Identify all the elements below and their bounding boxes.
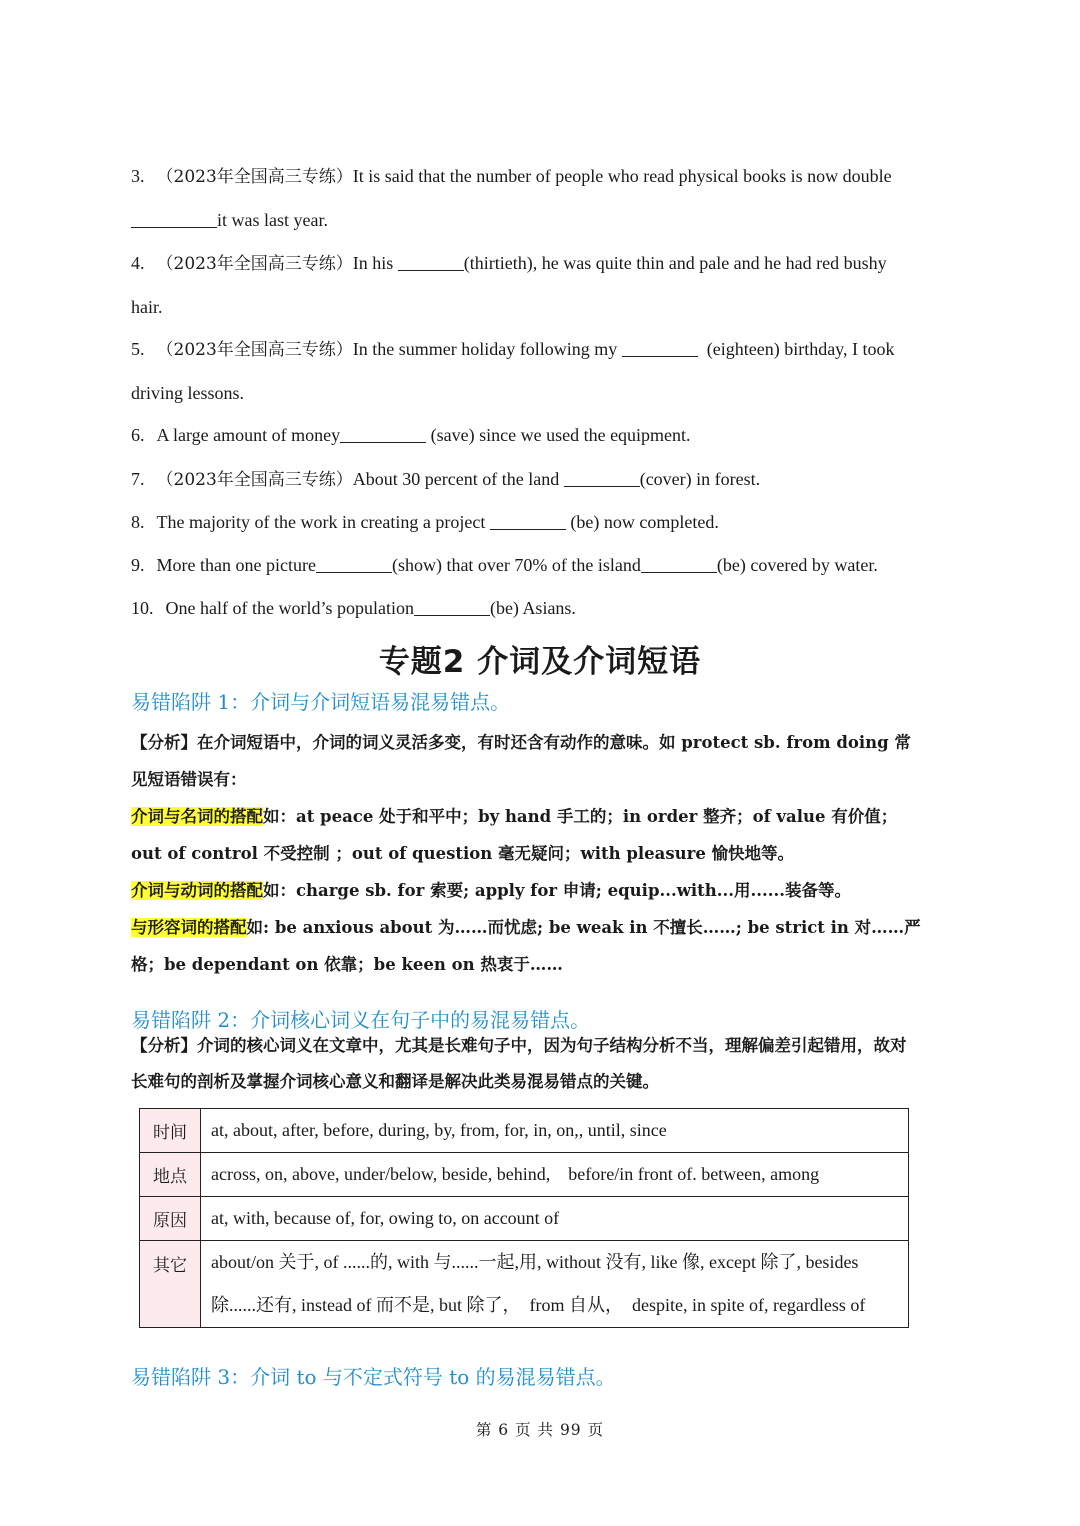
table-category: 原因 [140, 1197, 201, 1241]
exercise-text: (eighteen) birthday, I took driving lessons. [131, 339, 900, 403]
exercise-text: The majority of the work in creating a project [156, 512, 490, 532]
exercise-number: 10. [131, 598, 154, 618]
exercise-number: 8. [131, 512, 145, 532]
exercise-number: 7. [131, 469, 145, 489]
exercise-text: (show) that over 70% of the island [391, 555, 641, 575]
answer-blank [340, 424, 426, 443]
trap1-body [131, 724, 921, 983]
exercise-source: （2023年全国高三专练） [156, 340, 353, 360]
exercise-number: 4. [131, 253, 145, 273]
table-content: about/on 关于, of ......的, with 与......一起,用, without 没有, like 像, except 除了, besides 除......还有, instead of 而不是, but 除了， from 自从， despite, in spite of, regardless of [201, 1241, 909, 1328]
trap3-heading: 易错陷阱 3：介词 to 与不定式符号 to 的易混易错点。 [131, 1365, 616, 1389]
exercise-text: In his [352, 253, 398, 273]
exercise-q7 [131, 458, 921, 502]
trap1-heading: 易错陷阱 1：介词与介词短语易混易错点。 [131, 690, 511, 714]
exercise-text: (be) Asians. [489, 598, 576, 618]
topic-title: 专题2 介词及介词短语 [378, 644, 702, 680]
noun-collocation: 介词与名词的搭配如：at peace 处于和平中；by hand 手工的；in order 整齐；of value 有价值；out of control 不受控制 ；out of question 毫无疑问；with pleasure 愉快地等。 [131, 807, 898, 863]
exercise-q8 [131, 501, 921, 544]
exercise-text: It is said that the number of people who read physical books is now double [352, 166, 892, 186]
table-row [140, 1197, 909, 1241]
table-content: at, about, after, before, during, by, from, for, in, on,, until, since [201, 1109, 909, 1153]
exercise-source: （2023年全国高三专练） [156, 254, 353, 274]
exercise-q10 [131, 587, 921, 630]
exercise-text: One half of the world’s population [165, 598, 414, 618]
table-row [140, 1153, 909, 1197]
trap2-analysis: 【分析】介词的核心词义在文章中，尤其是长难句子中，因为句子结构分析不当，理解偏差引起错用，故对长难句的剖析及掌握介词核心意义和翻译是解决此类易混易错点的关键。 [131, 1036, 907, 1091]
trap2-heading: 易错陷阱 2：介词核心词义在句子中的易混易错点。 [131, 1008, 591, 1032]
answer-blank [131, 209, 217, 228]
exercise-q5 [131, 328, 921, 415]
answer-blank [316, 554, 392, 573]
exercise-text: it was last year. [217, 210, 328, 230]
exercise-number: 9. [131, 555, 145, 575]
analysis-label: 【分析】 [131, 1036, 197, 1055]
exercise-q3 [131, 155, 921, 242]
table-content: at, with, because of, for, owing to, on account of [201, 1197, 909, 1241]
exercise-number: 6. [131, 425, 145, 445]
exercise-source: （2023年全国高三专练） [156, 167, 353, 187]
table-category: 地点 [140, 1153, 201, 1197]
exercise-text: (cover) in forest. [639, 469, 761, 489]
trap1-analysis: 【分析】在介词短语中，介词的词义灵活多变，有时还含有动作的意味。如 protect sb. from doing 常见短语错误有： [131, 733, 911, 789]
exercise-q9 [131, 544, 921, 587]
exercise-text: A large amount of money [156, 425, 341, 445]
table-category: 其它 [140, 1241, 201, 1328]
answer-blank [414, 597, 490, 616]
verb-collocation: 介词与动词的搭配如：charge sb. for 索要; apply for 申请; equip...with...用......装备等。 [131, 881, 851, 900]
exercise-text: (thirtieth), he was quite thin and pale and he had red bushy hair. [131, 253, 892, 317]
table-row [140, 1109, 909, 1153]
exercise-source: （2023年全国高三专练） [156, 470, 353, 490]
exercise-text: More than one picture [156, 555, 316, 575]
exercise-q4 [131, 242, 921, 329]
exercise-text: (save) since we used the equipment. [426, 425, 691, 445]
highlight-verb-collocation: 介词与动词的搭配 [131, 881, 263, 900]
answer-blank [490, 511, 566, 530]
page-number: 第 6 页 共 99 页 [475, 1421, 605, 1439]
exercise-text: (be) covered by water. [716, 555, 878, 575]
exercise-number: 5. [131, 339, 145, 359]
table-category: 时间 [140, 1109, 201, 1153]
exercise-number: 3. [131, 166, 145, 186]
answer-blank [641, 554, 717, 573]
answer-blank [398, 252, 464, 271]
analysis-label: 【分析】 [131, 733, 197, 752]
table-row [140, 1241, 909, 1328]
exercise-text: About 30 percent of the land [352, 469, 564, 489]
highlight-adj-collocation: 与形容词的搭配 [131, 918, 247, 937]
exercise-text: (be) now completed. [565, 512, 719, 532]
exercise-q6 [131, 414, 921, 457]
adj-collocation: 与形容词的搭配如: be anxious about 为……而忧虑; be weak in 不擅长……; be strict in 对……严格；be dependant on 依靠；be keen on 热衷于…… [131, 918, 921, 974]
answer-blank [564, 468, 640, 487]
table-content: across, on, above, under/below, beside, behind, before/in front of. between, among [201, 1153, 909, 1197]
preposition-table [139, 1108, 909, 1328]
exercise-text: In the summer holiday following my [352, 339, 622, 359]
answer-blank [622, 338, 698, 357]
highlight-noun-collocation: 介词与名词的搭配 [131, 807, 263, 826]
